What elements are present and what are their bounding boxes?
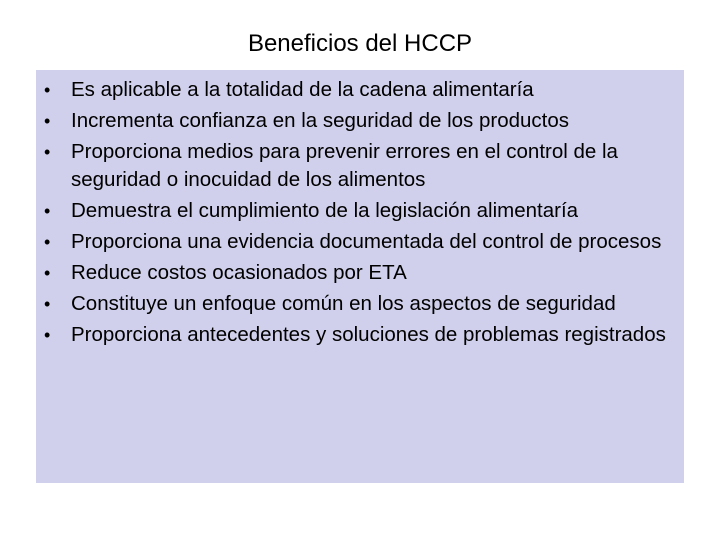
list-item: [36, 228, 684, 256]
bullet-icon: •: [44, 201, 51, 221]
benefits-list: [36, 76, 684, 349]
content-box: [36, 70, 684, 483]
bullet-icon: •: [44, 325, 51, 345]
bullet-icon: •: [44, 232, 51, 252]
list-item-text: Proporciona una evidencia documentada del control de procesos: [71, 230, 662, 253]
bullet-icon: •: [44, 294, 51, 314]
list-item-text: Demuestra el cumplimiento de la legislación alimentaría: [71, 199, 579, 222]
list-item-text: Proporciona medios para prevenir errores en el control de la seguridad o inocuidad de los alimentos: [71, 140, 618, 191]
list-item-text: Es aplicable a la totalidad de la cadena alimentaría: [71, 78, 534, 101]
list-item: [36, 321, 684, 349]
slide-title: Beneficios del HCCP: [247, 30, 473, 57]
list-item: [36, 138, 684, 194]
list-item-text: Reduce costos ocasionados por ETA: [71, 261, 407, 284]
list-item: [36, 290, 684, 318]
bullet-icon: •: [44, 142, 51, 162]
list-item: [36, 107, 684, 135]
list-item: [36, 76, 684, 104]
list-item-text: Incrementa confianza en la seguridad de los productos: [71, 109, 570, 132]
bullet-icon: •: [44, 80, 51, 100]
list-item-text: Constituye un enfoque común en los aspectos de seguridad: [71, 292, 616, 315]
list-item: [36, 197, 684, 225]
bullet-icon: •: [44, 263, 51, 283]
list-item: [36, 259, 684, 287]
list-item-text: Proporciona antecedentes y soluciones de problemas registrados: [71, 323, 666, 346]
bullet-icon: •: [44, 111, 51, 131]
